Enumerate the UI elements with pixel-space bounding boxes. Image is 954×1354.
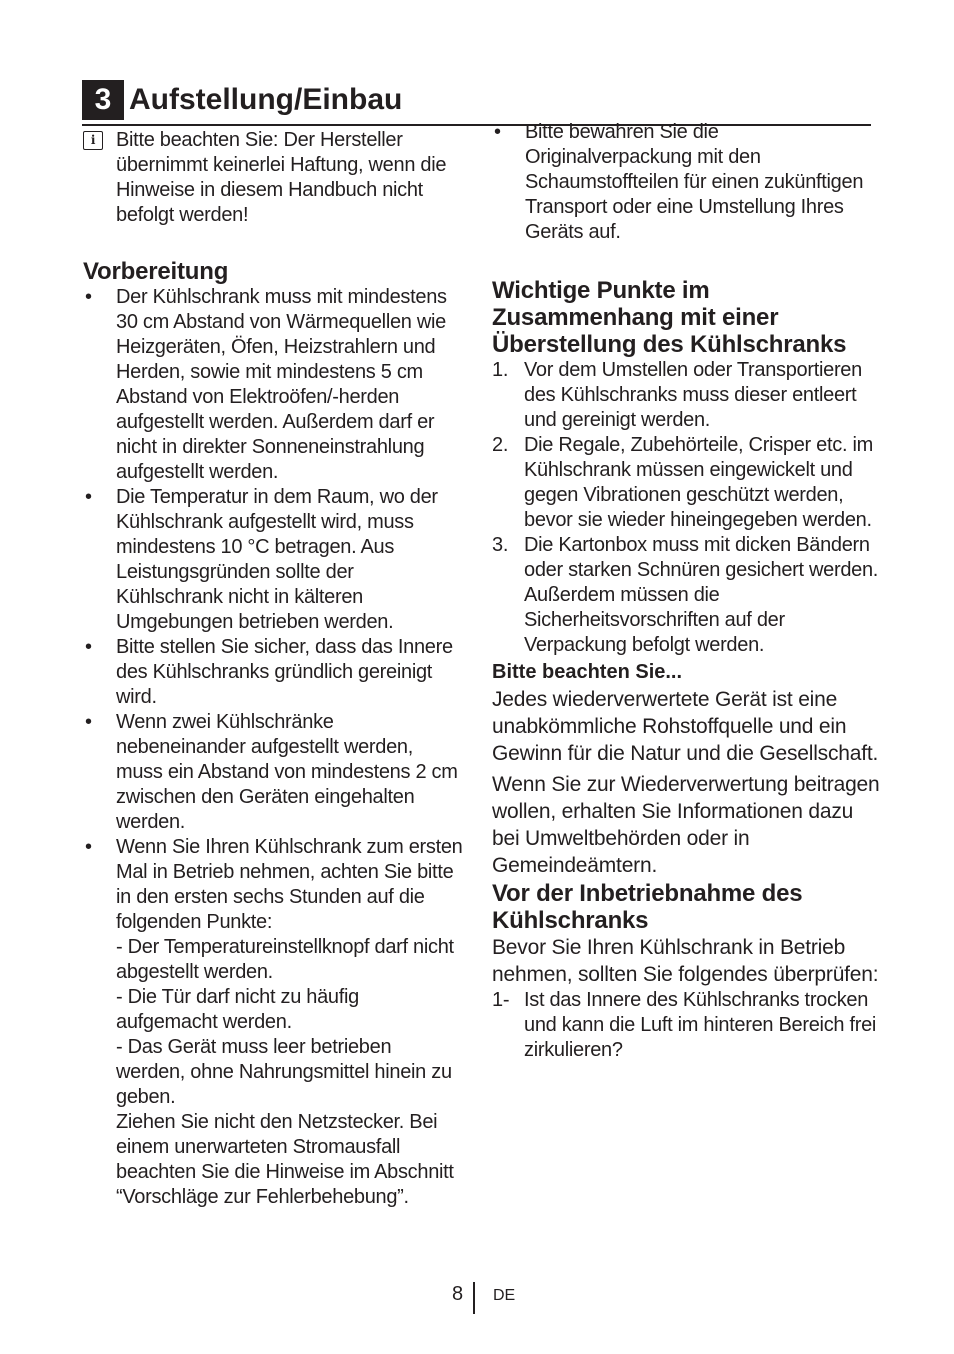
relocation-list — [492, 358, 884, 658]
preparation-list — [83, 285, 463, 1210]
list-item: 1. Vor dem Umstellen oder Transportieren des Kühlschranks muss dieser entleert und gereinigt werden. — [492, 359, 862, 431]
chapter-title: Aufstellung/Einbau — [129, 83, 403, 116]
list-item: 3. Die Kartonbox muss mit dicken Bändern oder starken Schnüren gesichert werden. Außerdem müssen die Sicherheitsvorschriften auf der Verpackung befolgt werden. — [492, 534, 879, 656]
preparation-heading: Vorbereitung — [83, 258, 229, 285]
before-operation-heading: Vor der Inbetriebnahme des Kühlschranks — [492, 880, 803, 934]
packaging-list — [492, 120, 884, 245]
list-item: • Wenn zwei Kühlschränke nebeneinander aufgestellt werden, muss ein Abstand von mindestens 2 cm zwischen den Geräten eingehalten werden. — [83, 710, 463, 835]
info-icon: i — [83, 131, 103, 150]
relocation-heading: Wichtige Punkte im Zusammenhang mit einer Überstellung des Kühlschranks — [492, 277, 847, 358]
list-item: 1- Ist das Innere des Kühlschranks trocken und kann die Luft im hinteren Bereich frei zirkulieren? — [492, 989, 877, 1061]
list-item: • Der Kühlschrank muss mit mindestens 30 cm Abstand von Wärmequellen wie Heizgeräten, Öfen, Heizstrahlern und Herden, sowie mit mindestens 5 cm Abstand von Elektroöfen/-herden aufgestellt werden. Außerdem darf er nicht in direkter Sonneneinstrahlung aufgestellt werden. — [83, 285, 463, 485]
list-item: • Wenn Sie Ihren Kühlschrank zum ersten Mal in Betrieb nehmen, achten Sie bitte in den ersten sechs Stunden auf die folgenden Punkte: - Der Temperatureinstellknopf darf nicht abgestellt werden. - Die Tür darf nicht zu häufig aufgemacht werden. - Das Gerät muss leer betrieben werden, ohne Nahrungsmittel hinein zu geben. Ziehen Sie nicht den Netzstecker. Bei einem unerwarteten Stromausfall beachten Sie die Hinweise im Abschnitt “Vorschläge zur Fehlerbehebung”. — [83, 835, 463, 1210]
info-note — [83, 128, 463, 228]
before-operation-intro: Bevor Sie Ihren Kühlschrank in Betrieb nehmen, sollten Sie folgendes überprüfen: — [492, 936, 879, 986]
list-item: 2. Die Regale, Zubehörteile, Crisper etc. im Kühlschrank müssen eingewickelt und gegen Vibrationen geschützt werden, bevor sie wieder hineingegeben werden. — [492, 434, 873, 531]
recycling-paragraph-1: Jedes wiederverwertete Gerät ist eine unabkömmliche Rohstoffquelle und ein Gewinn für die Natur und die Gesellschaft. — [492, 688, 879, 765]
footer-divider — [473, 1282, 475, 1314]
list-item: • Die Temperatur in dem Raum, wo der Kühlschrank aufgestellt wird, muss mindestens 10 °C betragen. Aus Leistungsgründen sollte der Kühlschrank nicht in kälteren Umgebungen betrieben werden. — [83, 485, 463, 635]
before-operation-list — [492, 988, 884, 1063]
info-note-text: Bitte beachten Sie: Der Hersteller übernimmt keinerlei Haftung, wenn die Hinweise in diesem Handbuch nicht befolgt werden! — [116, 129, 447, 226]
page-number: 8 — [452, 1283, 464, 1305]
list-item: • Bitte stellen Sie sicher, dass das Innere des Kühlschranks gründlich gereinigt wird. — [83, 635, 463, 710]
recycling-heading: Bitte beachten Sie... — [492, 661, 683, 683]
language-code: DE — [493, 1287, 516, 1304]
left-column — [83, 120, 463, 1210]
list-item: • Bitte bewahren Sie die Originalverpackung mit den Schaumstoffteilen für einen zukünftigen Transport oder eine Umstellung Ihres Geräts auf. — [492, 120, 884, 245]
right-column — [492, 120, 884, 1063]
recycling-paragraph-2: Wenn Sie zur Wiederverwertung beitragen wollen, erhalten Sie Informationen dazu bei Umweltbehörden oder in Gemeindeämtern. — [492, 773, 880, 877]
chapter-number: 3 — [82, 80, 124, 120]
